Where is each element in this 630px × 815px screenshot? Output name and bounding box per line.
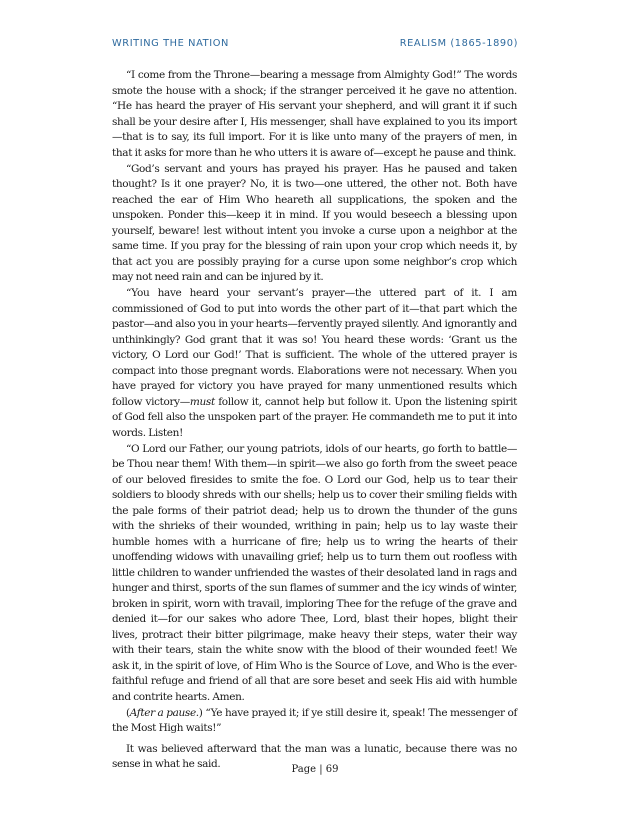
- paragraph-5-text-after: ) “Ye have prayed it; if ye still desire it, speak! The messenger of the Most High waits!”: [112, 706, 517, 734]
- paragraph-3: [112, 286, 517, 441]
- paragraph-4: “O Lord our Father, our young patriots, idols of our hearts, go forth to battle—be Thou near them! With them—in spirit—we also go forth from the sweet peace of our beloved firesides to smite the foe. O Lord our God, help us to tear their soldiers to bloody shreds with our shells; help us to cover their smiling fields with the pale forms of their patriot dead; help us to drown the thunder of the guns with the shrieks of their wounded, writhing in pain; help us to lay waste their humble homes with a hurricane of fire; help us to wring the hearts of their unoffending widows with unavailing grief; help us to turn them out roofless with little children to wander unfriended the wastes of their desolated land in rags and hunger and thirst, sports of the sun flames of summer and the icy winds of winter, broken in spirit, worn with travail, imploring Thee for the refuge of the grave and denied it—for our sakes who adore Thee, Lord, blast their hopes, blight their lives, protract their bitter pilgrimage, make heavy their steps, water their way with their tears, stain the white snow with the blood of their wounded feet! We ask it, in the spirit of love, of Him Who is the Source of Love, and Who is the ever-faithful refuge and friend of all that are sore beset and seek His aid with humble and contrite hearts. Amen.: [112, 442, 517, 703]
- paragraph-5: [112, 706, 517, 737]
- paragraph-1: “I come from the Throne—bearing a message from Almighty God!” The words smote the house with a shock; if the stranger perceived it he gave no attention. “He has heard the prayer of His servant your shepherd, and will grant it if such shall be your desire after I, His messenger, shall have explained to you its import—that is to say, its full import. For it is like unto many of the prayers of men, in that it asks for more than he who utters it is aware of—except he pause and think.: [112, 69, 517, 159]
- header-right-title: REALISM (1865-1890): [399, 38, 518, 49]
- paragraph-3-text-after: follow it, cannot help but follow it. Upon the listening spirit of God fell also the unspoken part of the prayer. He commandeth me to put it into words. Listen!: [112, 395, 517, 439]
- header-left-title: WRITING THE NATION: [112, 38, 229, 49]
- paragraph-2: “God’s servant and yours has prayed his prayer. Has he paused and taken thought? Is it one prayer? No, it is two—one uttered, the other not. Both have reached the ear of Him Who heareth all supplications, the spoken and the unspoken. Ponder this—keep it in mind. If you would beseech a blessing upon yourself, beware! lest without intent you invoke a curse upon a neighbor at the same time. If you pray for the blessing of rain upon your crop which needs it, by that act you are possibly praying for a curse upon some neighbor’s crop which may not need rain and can be injured by it.: [112, 162, 517, 283]
- paragraph-3-emphasis: must: [189, 395, 215, 408]
- body-text: [112, 68, 517, 773]
- page-footer: [0, 764, 630, 775]
- page-number: Page | 69: [291, 764, 339, 775]
- paragraph-3-text-before: “You have heard your servant’s prayer—the uttered part of it. I am commissioned of God to put into words the other part of it—that part which the pastor—and also you in your hearts—fervently prayed silently. And ignorantly and unthinkingly? God grant that it was so! You heard these words: ‘Grant us the victory, O Lord our God!’ That is sufficient. The whole of the uttered prayer is compact into those pregnant words. Elaborations were not necessary. When you have prayed for victory you have prayed for many unmentioned results which follow victory—: [112, 287, 517, 408]
- running-header: [112, 38, 518, 49]
- paragraph-5-stage-direction: After a pause.: [129, 706, 199, 719]
- paragraph-5-open-paren: (: [126, 706, 130, 719]
- paragraph-6: It was believed afterward that the man was a lunatic, because there was no sense in what he said.: [112, 742, 517, 770]
